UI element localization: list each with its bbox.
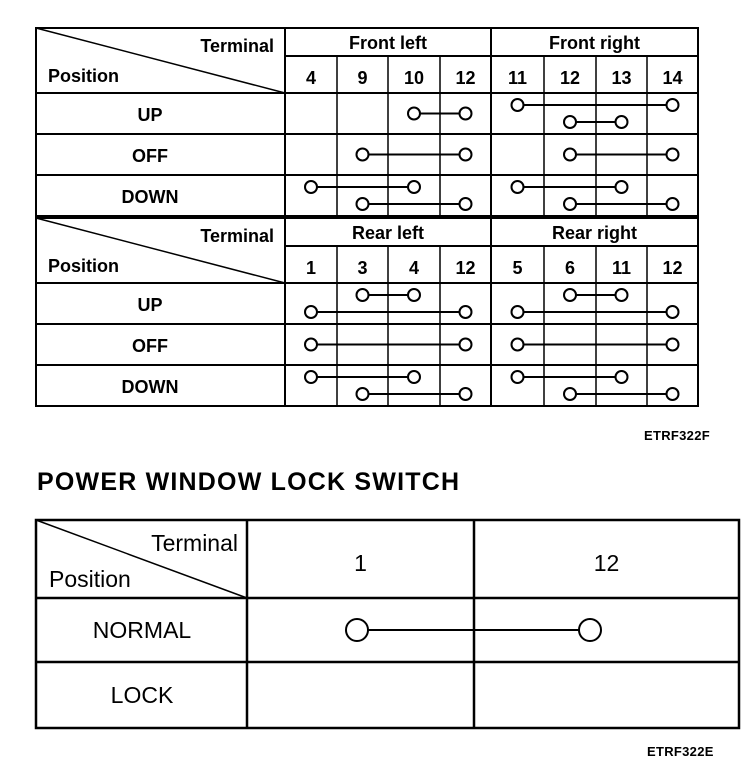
table2-group-label: Rear left bbox=[351, 223, 425, 243]
table2-terminal-number: 11 bbox=[611, 258, 632, 278]
terminal-node bbox=[667, 99, 679, 111]
terminal-node bbox=[408, 289, 420, 301]
terminal-node bbox=[305, 339, 317, 351]
terminal-node bbox=[512, 306, 524, 318]
table1-terminal-label: Terminal bbox=[200, 36, 274, 56]
table1-position-label: Position bbox=[48, 66, 119, 86]
lock-terminal-number: 12 bbox=[593, 550, 620, 576]
table2-terminal-number: 1 bbox=[305, 258, 317, 278]
table1-terminal-number: 9 bbox=[357, 68, 368, 88]
terminal-node bbox=[460, 108, 472, 120]
terminal-node bbox=[512, 181, 524, 193]
figure-reference-code-2: ETRF322E bbox=[647, 744, 714, 759]
lock-position-label: Position bbox=[49, 566, 131, 592]
lock-terminal-node bbox=[346, 619, 368, 641]
terminal-node bbox=[564, 149, 576, 161]
terminal-node bbox=[357, 198, 369, 210]
table2-group-label: Rear right bbox=[551, 223, 638, 243]
terminal-node bbox=[616, 371, 628, 383]
lock-switch-title: POWER WINDOW LOCK SWITCH bbox=[37, 468, 461, 496]
table2-position-down: DOWN bbox=[121, 377, 179, 397]
terminal-node bbox=[667, 198, 679, 210]
terminal-node bbox=[512, 371, 524, 383]
terminal-node bbox=[357, 388, 369, 400]
table1-position-up: UP bbox=[137, 105, 163, 125]
lock-terminal-number: 1 bbox=[354, 550, 367, 576]
lock-terminal-node bbox=[579, 619, 601, 641]
terminal-node bbox=[564, 116, 576, 128]
terminal-node bbox=[357, 149, 369, 161]
table1-terminal-number: 10 bbox=[403, 68, 425, 88]
terminal-node bbox=[616, 289, 628, 301]
lock-position-lock: LOCK bbox=[110, 682, 174, 708]
table2-table bbox=[36, 218, 698, 406]
terminal-node bbox=[667, 339, 679, 351]
table2-position-up: UP bbox=[137, 295, 163, 315]
terminal-node bbox=[305, 371, 317, 383]
terminal-node bbox=[357, 289, 369, 301]
terminal-node bbox=[512, 99, 524, 111]
terminal-node bbox=[460, 339, 472, 351]
terminal-node bbox=[305, 306, 317, 318]
table2-terminal-number: 4 bbox=[408, 258, 420, 278]
terminal-node bbox=[460, 388, 472, 400]
switch-tables bbox=[36, 28, 698, 406]
table1-terminal-number: 12 bbox=[559, 68, 581, 88]
table1-table bbox=[36, 28, 698, 216]
figure-reference-code-1: ETRF322F bbox=[644, 428, 710, 443]
terminal-node bbox=[564, 388, 576, 400]
terminal-node bbox=[408, 371, 420, 383]
table2-position-off: OFF bbox=[132, 336, 168, 356]
terminal-node bbox=[667, 149, 679, 161]
table2-terminal-number: 3 bbox=[357, 258, 368, 278]
terminal-node bbox=[564, 289, 576, 301]
table2-terminal-label: Terminal bbox=[200, 226, 274, 246]
table1-position-off: OFF bbox=[132, 146, 168, 166]
terminal-node bbox=[460, 198, 472, 210]
table1-terminal-number: 14 bbox=[662, 68, 683, 88]
table1-terminal-number: 11 bbox=[507, 68, 528, 88]
terminal-node bbox=[305, 181, 317, 193]
table2-terminal-number: 6 bbox=[564, 258, 576, 278]
lock-terminal-label: Terminal bbox=[151, 530, 238, 556]
terminal-node bbox=[460, 149, 472, 161]
table1-position-down: DOWN bbox=[121, 187, 179, 207]
terminal-node bbox=[512, 339, 524, 351]
terminal-node bbox=[408, 108, 420, 120]
lock-position-normal: NORMAL bbox=[92, 617, 192, 643]
terminal-node bbox=[616, 181, 628, 193]
terminal-node bbox=[408, 181, 420, 193]
terminal-node bbox=[667, 388, 679, 400]
table1-terminal-number: 13 bbox=[611, 68, 632, 88]
terminal-node bbox=[460, 306, 472, 318]
table1-terminal-number: 4 bbox=[305, 68, 317, 88]
lock-switch-table bbox=[36, 520, 739, 728]
table1-group-label: Front left bbox=[349, 33, 427, 53]
terminal-node bbox=[616, 116, 628, 128]
terminal-node bbox=[564, 198, 576, 210]
table2-position-label: Position bbox=[48, 256, 119, 276]
table1-group-label: Front right bbox=[549, 33, 640, 53]
terminal-node bbox=[667, 306, 679, 318]
table1-terminal-number: 12 bbox=[455, 68, 476, 88]
table2-terminal-number: 12 bbox=[662, 258, 683, 278]
table2-terminal-number: 5 bbox=[512, 258, 523, 278]
table2-terminal-number: 12 bbox=[455, 258, 476, 278]
